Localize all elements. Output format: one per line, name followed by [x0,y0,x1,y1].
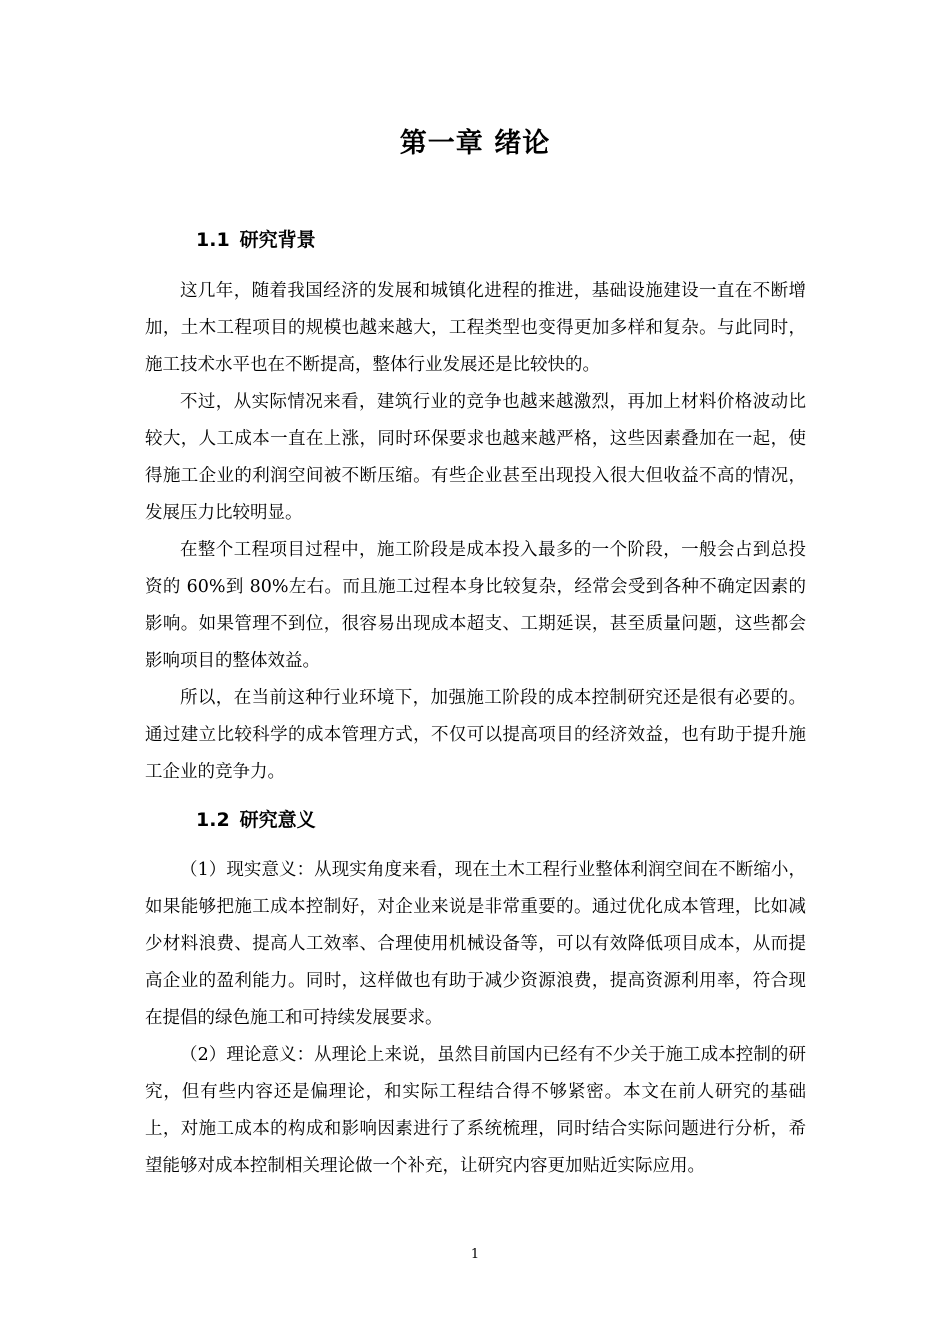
section-number: 1.1 [196,229,230,251]
section-body-1-1 [145,273,806,791]
section-title: 研究意义 [239,809,316,831]
paragraph: 不过，从实际情况来看，建筑行业的竞争也越来越激烈，再加上材料价格波动比较大，人工成本一直在上涨，同时环保要求也越来越严格，这些因素叠加在一起，使得施工企业的利润空间被不断压缩。有些企业甚至出现投入很大但收益不高的情况，发展压力比较明显。 [145,392,806,523]
section-number: 1.2 [196,809,230,831]
section-body-1-2 [145,852,806,1185]
section-heading-1-2 [196,805,316,835]
paragraph: 这几年，随着我国经济的发展和城镇化进程的推进，基础设施建设一直在不断增加，土木工程项目的规模也越来越大，工程类型也变得更加多样和复杂。与此同时，施工技术水平也在不断提高，整体行业发展还是比较快的。 [145,281,806,375]
paragraph: 在整个工程项目过程中，施工阶段是成本投入最多的一个阶段，一般会占到总投资的 60%到 80%左右。而且施工过程本身比较复杂，经常会受到各种不确定因素的影响。如果管理不到位，很容易出现成本超支、工期延误，甚至质量问题，这些都会影响项目的整体效益。 [145,540,806,671]
paragraph: （2）理论意义：从理论上来说，虽然目前国内已经有不少关于施工成本控制的研究，但有些内容还是偏理论，和实际工程结合得不够紧密。本文在前人研究的基础上，对施工成本的构成和影响因素进行了系统梳理，同时结合实际问题进行分析，希望能够对成本控制相关理论做一个补充，让研究内容更加贴近实际应用。 [145,1045,806,1176]
paragraph: 所以，在当前这种行业环境下，加强施工阶段的成本控制研究还是很有必要的。通过建立比较科学的成本管理方式，不仅可以提高项目的经济效益，也有助于提升施工企业的竞争力。 [145,688,806,782]
chapter-title: 第一章 绪论 [399,128,551,159]
section-title: 研究背景 [239,229,316,251]
paragraph: （1）现实意义：从现实角度来看，现在土木工程行业整体利润空间在不断缩小，如果能够把施工成本控制好，对企业来说是非常重要的。通过优化成本管理，比如减少材料浪费、提高人工效率、合理使用机械设备等，可以有效降低项目成本，从而提高企业的盈利能力。同时，这样做也有助于减少资源浪费，提高资源利用率，符合现在提倡的绿色施工和可持续发展要求。 [145,860,806,1028]
page-number: 1 [470,1247,480,1262]
section-heading-1-1 [196,225,316,255]
